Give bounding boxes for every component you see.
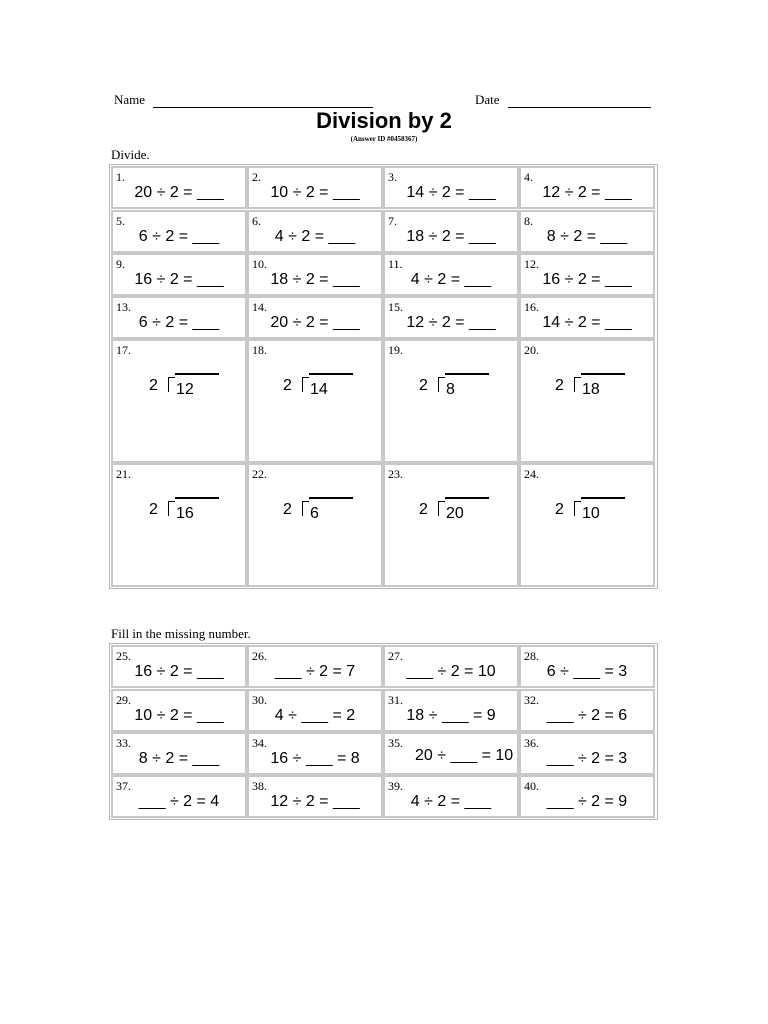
section1-instruction: Divide. bbox=[111, 147, 150, 162]
problem-number: 13. bbox=[116, 300, 131, 314]
problem-expression: 6 ÷ ___ = 3 bbox=[546, 663, 628, 680]
problem-cell bbox=[519, 210, 655, 253]
divisor: 2 bbox=[149, 501, 158, 518]
problem-cell bbox=[111, 732, 247, 775]
dividend: 14 bbox=[310, 381, 328, 398]
problem-number: 3. bbox=[388, 170, 397, 184]
problem-number: 23. bbox=[388, 467, 403, 481]
problem-cell bbox=[111, 210, 247, 253]
problem-number: 21. bbox=[116, 467, 131, 481]
problem-expression: 4 ÷ 2 = ___ bbox=[274, 228, 356, 245]
problem-number: 12. bbox=[524, 257, 539, 271]
problem-expression: 4 ÷ ___ = 2 bbox=[274, 707, 356, 724]
problem-number: 19. bbox=[388, 343, 403, 357]
division-bar bbox=[309, 497, 353, 499]
problem-expression: 6 ÷ 2 = ___ bbox=[138, 314, 220, 331]
section2-instruction: Fill in the missing number. bbox=[111, 626, 251, 641]
long-division bbox=[385, 495, 517, 535]
problem-expression: 4 ÷ 2 = ___ bbox=[410, 271, 492, 288]
division-bar bbox=[175, 497, 219, 499]
division-bar bbox=[175, 373, 219, 375]
problem-number: 2. bbox=[252, 170, 261, 184]
problem-cell bbox=[383, 645, 519, 688]
problem-number: 14. bbox=[252, 300, 267, 314]
division-bar bbox=[445, 373, 489, 375]
problem-expression: 8 ÷ 2 = ___ bbox=[138, 750, 220, 767]
problem-cell bbox=[383, 166, 519, 209]
division-bar bbox=[445, 497, 489, 499]
problem-number: 22. bbox=[252, 467, 267, 481]
division-bracket bbox=[438, 501, 445, 516]
problem-cell bbox=[519, 732, 655, 775]
problem-cell bbox=[247, 689, 383, 732]
problem-number: 37. bbox=[116, 779, 131, 793]
date-label: Date bbox=[475, 92, 500, 107]
long-division bbox=[521, 371, 653, 411]
problem-cell bbox=[247, 253, 383, 296]
dividend: 12 bbox=[176, 381, 194, 398]
problem-cell bbox=[383, 775, 519, 818]
problem-expression: 8 ÷ 2 = ___ bbox=[546, 228, 628, 245]
divisor: 2 bbox=[419, 377, 428, 394]
problem-number: 27. bbox=[388, 649, 403, 663]
dividend: 18 bbox=[582, 381, 600, 398]
divisor: 2 bbox=[419, 501, 428, 518]
division-bar bbox=[581, 497, 625, 499]
problem-number: 26. bbox=[252, 649, 267, 663]
long-division-cell bbox=[519, 339, 655, 463]
problem-expression: 10 ÷ 2 = ___ bbox=[270, 184, 360, 201]
problem-cell bbox=[519, 645, 655, 688]
problem-expression: 12 ÷ 2 = ___ bbox=[270, 793, 360, 810]
missing-number-grid bbox=[109, 643, 658, 820]
division-problems-grid bbox=[109, 164, 658, 589]
divisor: 2 bbox=[283, 377, 292, 394]
long-division-cell bbox=[519, 463, 655, 587]
problem-cell bbox=[247, 645, 383, 688]
division-bar bbox=[309, 373, 353, 375]
long-division bbox=[249, 371, 381, 411]
problem-number: 20. bbox=[524, 343, 539, 357]
problem-number: 38. bbox=[252, 779, 267, 793]
long-division-cell bbox=[383, 339, 519, 463]
long-division-cell bbox=[247, 463, 383, 587]
problem-number: 34. bbox=[252, 736, 267, 750]
problem-number: 32. bbox=[524, 693, 539, 707]
problem-cell bbox=[111, 166, 247, 209]
division-bracket bbox=[168, 501, 175, 516]
problem-number: 1. bbox=[116, 170, 125, 184]
problem-cell bbox=[383, 732, 519, 775]
problem-cell bbox=[111, 645, 247, 688]
problem-expression: ___ ÷ 2 = 10 bbox=[406, 663, 496, 680]
name-label: Name bbox=[114, 92, 146, 107]
long-division bbox=[113, 495, 245, 535]
problem-number: 31. bbox=[388, 693, 403, 707]
problem-number: 11. bbox=[388, 257, 403, 271]
problem-expression: 10 ÷ 2 = ___ bbox=[134, 707, 224, 724]
problem-number: 17. bbox=[116, 343, 131, 357]
problem-expression: 14 ÷ 2 = ___ bbox=[542, 314, 632, 331]
divisor: 2 bbox=[555, 377, 564, 394]
problem-number: 7. bbox=[388, 214, 397, 228]
division-bracket bbox=[302, 377, 309, 392]
problem-cell bbox=[111, 689, 247, 732]
problem-cell bbox=[519, 253, 655, 296]
division-bracket bbox=[168, 377, 175, 392]
problem-expression: ___ ÷ 2 = 9 bbox=[546, 793, 628, 810]
divisor: 2 bbox=[555, 501, 564, 518]
problem-expression: 12 ÷ 2 = ___ bbox=[406, 314, 496, 331]
dividend: 8 bbox=[446, 381, 455, 398]
problem-expression: ___ ÷ 2 = 3 bbox=[546, 750, 628, 767]
problem-number: 15. bbox=[388, 300, 403, 314]
problem-expression: ___ ÷ 2 = 4 bbox=[138, 793, 220, 810]
problem-cell bbox=[519, 689, 655, 732]
problem-cell bbox=[111, 296, 247, 339]
problem-expression: 16 ÷ 2 = ___ bbox=[134, 271, 224, 288]
problem-expression: ___ ÷ 2 = 6 bbox=[546, 707, 628, 724]
division-bar bbox=[581, 373, 625, 375]
long-division bbox=[249, 495, 381, 535]
problem-cell bbox=[247, 775, 383, 818]
problem-cell bbox=[383, 296, 519, 339]
problem-expression: ___ ÷ 2 = 7 bbox=[274, 663, 356, 680]
problem-cell bbox=[383, 689, 519, 732]
division-bracket bbox=[574, 377, 581, 392]
problem-cell bbox=[247, 166, 383, 209]
dividend: 16 bbox=[176, 505, 194, 522]
long-division bbox=[521, 495, 653, 535]
problem-expression: 18 ÷ 2 = ___ bbox=[270, 271, 360, 288]
problem-cell bbox=[247, 210, 383, 253]
dividend: 6 bbox=[310, 505, 319, 522]
problem-expression: 16 ÷ 2 = ___ bbox=[542, 271, 632, 288]
problem-number: 16. bbox=[524, 300, 539, 314]
problem-expression: 18 ÷ ___ = 9 bbox=[406, 707, 496, 724]
problem-number: 39. bbox=[388, 779, 403, 793]
problem-number: 25. bbox=[116, 649, 131, 663]
problem-number: 5. bbox=[116, 214, 125, 228]
problem-number: 33. bbox=[116, 736, 131, 750]
problem-expression: 14 ÷ 2 = ___ bbox=[406, 184, 496, 201]
problem-expression: 16 ÷ ___ = 8 bbox=[270, 750, 360, 767]
problem-expression: 20 ÷ 2 = ___ bbox=[134, 184, 224, 201]
long-division-cell bbox=[247, 339, 383, 463]
problem-cell bbox=[383, 210, 519, 253]
problem-cell bbox=[111, 253, 247, 296]
problem-cell bbox=[247, 296, 383, 339]
problem-cell bbox=[111, 775, 247, 818]
problem-number: 40. bbox=[524, 779, 539, 793]
problem-expression: 20 ÷ 2 = ___ bbox=[270, 314, 360, 331]
problem-expression: 18 ÷ 2 = ___ bbox=[406, 228, 496, 245]
problem-expression: 12 ÷ 2 = ___ bbox=[542, 184, 632, 201]
divisor: 2 bbox=[149, 377, 158, 394]
problem-number: 8. bbox=[524, 214, 533, 228]
worksheet-title: Division by 2 bbox=[316, 108, 452, 133]
problem-number: 10. bbox=[252, 257, 267, 271]
division-bracket bbox=[302, 501, 309, 516]
answer-id: (Answer ID #0458367) bbox=[350, 135, 418, 143]
problem-number: 29. bbox=[116, 693, 131, 707]
problem-expression: 6 ÷ 2 = ___ bbox=[138, 228, 220, 245]
problem-number: 24. bbox=[524, 467, 539, 481]
long-division bbox=[385, 371, 517, 411]
problem-expression: 20 ÷ ___ = 10 bbox=[415, 747, 514, 764]
dividend: 10 bbox=[582, 505, 600, 522]
problem-number: 28. bbox=[524, 649, 539, 663]
problem-number: 30. bbox=[252, 693, 267, 707]
dividend: 20 bbox=[446, 505, 464, 522]
division-bracket bbox=[574, 501, 581, 516]
problem-cell bbox=[383, 253, 519, 296]
problem-cell bbox=[519, 166, 655, 209]
problem-number: 6. bbox=[252, 214, 261, 228]
long-division-cell bbox=[111, 463, 247, 587]
long-division bbox=[113, 371, 245, 411]
problem-cell bbox=[519, 296, 655, 339]
division-bracket bbox=[438, 377, 445, 392]
problem-cell bbox=[247, 732, 383, 775]
problem-expression: 4 ÷ 2 = ___ bbox=[410, 793, 492, 810]
problem-number: 36. bbox=[524, 736, 539, 750]
problem-expression: 16 ÷ 2 = ___ bbox=[134, 663, 224, 680]
long-division-cell bbox=[383, 463, 519, 587]
problem-number: 4. bbox=[524, 170, 533, 184]
long-division-cell bbox=[111, 339, 247, 463]
divisor: 2 bbox=[283, 501, 292, 518]
problem-number: 9. bbox=[116, 257, 125, 271]
problem-cell bbox=[519, 775, 655, 818]
problem-number: 18. bbox=[252, 343, 267, 357]
problem-number: 35. bbox=[388, 736, 403, 750]
